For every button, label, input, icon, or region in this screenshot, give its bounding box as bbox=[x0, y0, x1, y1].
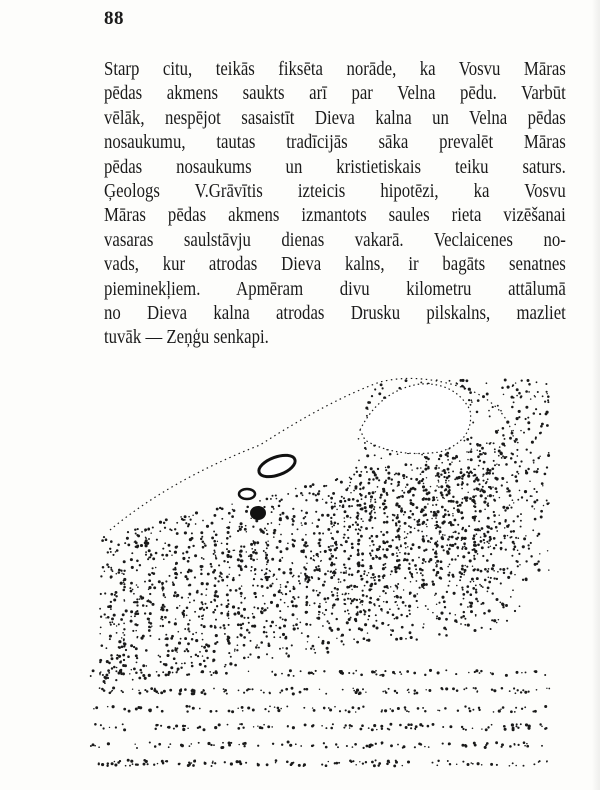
text-line: vasaras saulstāvju dienas vakarā. Veclaicenes no- bbox=[104, 229, 566, 251]
text-line: pieminekļiem. Apmēram divu kilometru attālumā bbox=[104, 278, 566, 300]
hillfort-illustration-icon bbox=[0, 360, 600, 790]
text-line: no Dieva kalna atrodas Drusku pilskalns, mazliet bbox=[104, 303, 566, 325]
hill-mound bbox=[360, 384, 471, 454]
text-line: pēdas nosaukums un kristietiskais teiku saturs. bbox=[104, 156, 566, 178]
stone-icon bbox=[250, 506, 266, 520]
text-line: Starp citu, teikās fiksēta norāde, ka Vosvu Māras bbox=[104, 59, 566, 80]
body-paragraph bbox=[104, 58, 566, 351]
text-line: nosaukumu, tautas tradīcijās sāka prevalēt Māras bbox=[104, 132, 566, 154]
text-line: Ģeologs V.Grāvītis izteicis hipotēzi, ka Vosvu bbox=[104, 181, 566, 203]
stone-icon bbox=[239, 489, 255, 499]
foot-stone-icon bbox=[256, 451, 298, 481]
text-line: vads, kur atrodas Dieva kalns, ir bagāts senatnes bbox=[104, 254, 566, 276]
text-line: Māras pēdas akmens izmantots saules rieta vizēšanai bbox=[104, 205, 566, 227]
text-line: pēdas akmens saukts arī par Velna pēdu. Varbūt bbox=[104, 83, 566, 105]
page-number: 88 bbox=[104, 8, 124, 29]
text-line: tuvāk — Zeņģu senkapi. bbox=[104, 327, 269, 349]
text-line: vēlāk, nespējot sasaistīt Dieva kalna un Velna pēdas bbox=[104, 107, 566, 129]
page-edge-shadow bbox=[592, 0, 600, 790]
